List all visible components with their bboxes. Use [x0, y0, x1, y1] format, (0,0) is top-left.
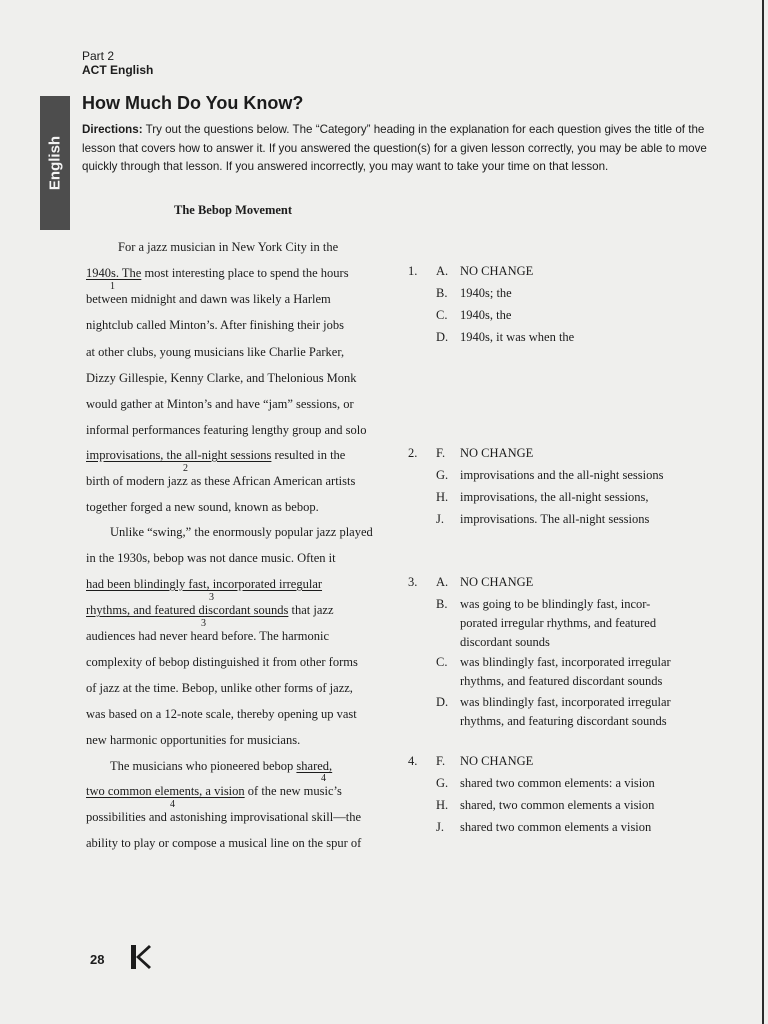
option-letter[interactable]: J.	[436, 512, 444, 526]
option-text[interactable]: 1940s, it was when the	[460, 330, 575, 344]
option-letter[interactable]: H.	[436, 798, 449, 812]
option-text[interactable]: was blindingly fast, incorporated irregular	[460, 695, 671, 709]
passage-line: would gather at Minton’s and have “jam” sessions, or	[86, 397, 354, 411]
underlined-portion-2: improvisations, the all-night sessions	[86, 448, 272, 462]
passage-line: For a jazz musician in New York City in the	[118, 240, 339, 254]
option-letter[interactable]: H.	[436, 490, 449, 504]
option-letter[interactable]: A.	[436, 575, 449, 589]
passage-line: improvisations, the all-night sessions resulted in the	[86, 448, 346, 462]
option-text[interactable]: NO CHANGE	[460, 575, 534, 589]
passage-line: two common elements, a vision of the new music’s	[86, 784, 342, 798]
option-letter[interactable]: G.	[436, 468, 449, 482]
option-text[interactable]: rhythms, and featured discordant sounds	[460, 674, 663, 688]
option-text[interactable]: shared two common elements a vision	[460, 820, 652, 834]
question-marker-3: 3	[209, 592, 214, 603]
passage-line: at other clubs, young musicians like Charlie Parker,	[86, 345, 345, 359]
option-text[interactable]: was going to be blindingly fast, incor-	[460, 597, 651, 611]
option-letter[interactable]: C.	[436, 308, 448, 322]
underlined-portion-4b: two common elements, a vision	[86, 784, 245, 798]
passage-line: informal performances featuring lengthy group and solo	[86, 423, 367, 437]
passage-line: possibilities and astonishing improvisational skill—the	[86, 810, 361, 824]
option-letter[interactable]: G.	[436, 776, 449, 790]
option-letter[interactable]: B.	[436, 286, 448, 300]
passage-line: together forged a new sound, known as bebop.	[86, 500, 319, 514]
passage-line: in the 1930s, bebop was not dance music. Often it	[86, 551, 336, 565]
option-letter[interactable]: F.	[436, 754, 446, 768]
passage-line: 1940s. The most interesting place to spend the hours	[86, 266, 349, 280]
question-marker-3b: 3	[201, 618, 206, 629]
part-label: Part 2	[82, 49, 115, 63]
page-number: 28	[90, 952, 105, 967]
passage-title: The Bebop Movement	[174, 203, 293, 217]
option-letter[interactable]: B.	[436, 597, 448, 611]
section-label: ACT English	[82, 63, 154, 77]
publisher-logo	[130, 944, 152, 970]
option-text[interactable]: 1940s, the	[460, 308, 512, 322]
option-letter[interactable]: D.	[436, 695, 449, 709]
option-letter[interactable]: D.	[436, 330, 449, 344]
passage-line: ability to play or compose a musical line on the spur of	[86, 836, 362, 850]
directions-text: Try out the questions below. The “Category” heading in the explanation for each question gives the title of the lesson that covers how to answer it. If you answered the question(s) for a given lesson correctly, you may be able to move quickly through that lesson. If you answered incorrectly, you may want to take your time on that lesson.	[82, 123, 707, 173]
page-edge-rule	[762, 0, 764, 1024]
passage-line: birth of modern jazz as these African American artists	[86, 474, 356, 488]
passage-line: Dizzy Gillespie, Kenny Clarke, and Thelonious Monk	[86, 371, 357, 385]
passage-line: was based on a 12-note scale, thereby opening up vast	[86, 707, 357, 721]
question-number: 1.	[408, 264, 418, 278]
option-text[interactable]: shared, two common elements a vision	[460, 798, 655, 812]
underlined-portion-1: 1940s. The	[86, 266, 142, 280]
passage-line: The musicians who pioneered bebop shared,	[110, 759, 333, 773]
directions	[82, 121, 708, 177]
question-marker-4b: 4	[170, 799, 175, 810]
option-letter[interactable]: C.	[436, 655, 448, 669]
page-title: How Much Do You Know?	[82, 93, 304, 113]
passage-line	[86, 577, 322, 592]
option-text[interactable]: improvisations, the all-night sessions,	[460, 490, 649, 504]
option-text[interactable]: 1940s; the	[460, 286, 512, 300]
passage-line: new harmonic opportunities for musicians.	[86, 733, 301, 747]
question-marker-2: 2	[183, 463, 188, 474]
passage-line: Unlike “swing,” the enormously popular jazz played	[110, 525, 373, 539]
option-letter[interactable]: A.	[436, 264, 449, 278]
option-text[interactable]: rhythms, and featuring discordant sounds	[460, 714, 667, 728]
passage-line: audiences had never heard before. The harmonic	[86, 629, 330, 643]
english-side-tab	[40, 96, 70, 230]
passage-line: complexity of bebop distinguished it from other forms	[86, 655, 358, 669]
option-text[interactable]: NO CHANGE	[460, 754, 534, 768]
question-marker-1: 1	[110, 281, 115, 292]
option-text[interactable]: NO CHANGE	[460, 446, 534, 460]
option-text[interactable]: NO CHANGE	[460, 264, 534, 278]
passage-line: nightclub called Minton’s. After finishing their jobs	[86, 318, 344, 332]
option-letter[interactable]: J.	[436, 820, 444, 834]
running-header	[82, 49, 153, 77]
question-number: 4.	[408, 754, 418, 768]
option-text[interactable]: improvisations and the all-night sessions	[460, 468, 664, 482]
passage-line: between midnight and dawn was likely a Harlem	[86, 292, 331, 306]
question-number: 3.	[408, 575, 418, 589]
option-text[interactable]: shared two common elements: a vision	[460, 776, 655, 790]
directions-label: Directions:	[82, 123, 143, 136]
underlined-portion-3: had been blindingly fast, incorporated irregular	[86, 577, 323, 591]
option-text[interactable]: improvisations. The all-night sessions	[460, 512, 650, 526]
question-marker-4: 4	[321, 773, 326, 784]
option-text[interactable]: porated irregular rhythms, and featured	[460, 616, 657, 630]
side-tab-label: English	[46, 135, 64, 191]
question-number: 2.	[408, 446, 418, 460]
passage-line: of jazz at the time. Bebop, unlike other forms of jazz,	[86, 681, 353, 695]
option-text[interactable]: discordant sounds	[460, 635, 550, 649]
option-letter[interactable]: F.	[436, 446, 446, 460]
underlined-portion-4: shared,	[296, 759, 333, 773]
option-text[interactable]: was blindingly fast, incorporated irregular	[460, 655, 671, 669]
underlined-portion-3b: rhythms, and featured discordant sounds	[86, 603, 289, 617]
passage-line: rhythms, and featured discordant sounds that jazz	[86, 603, 334, 617]
